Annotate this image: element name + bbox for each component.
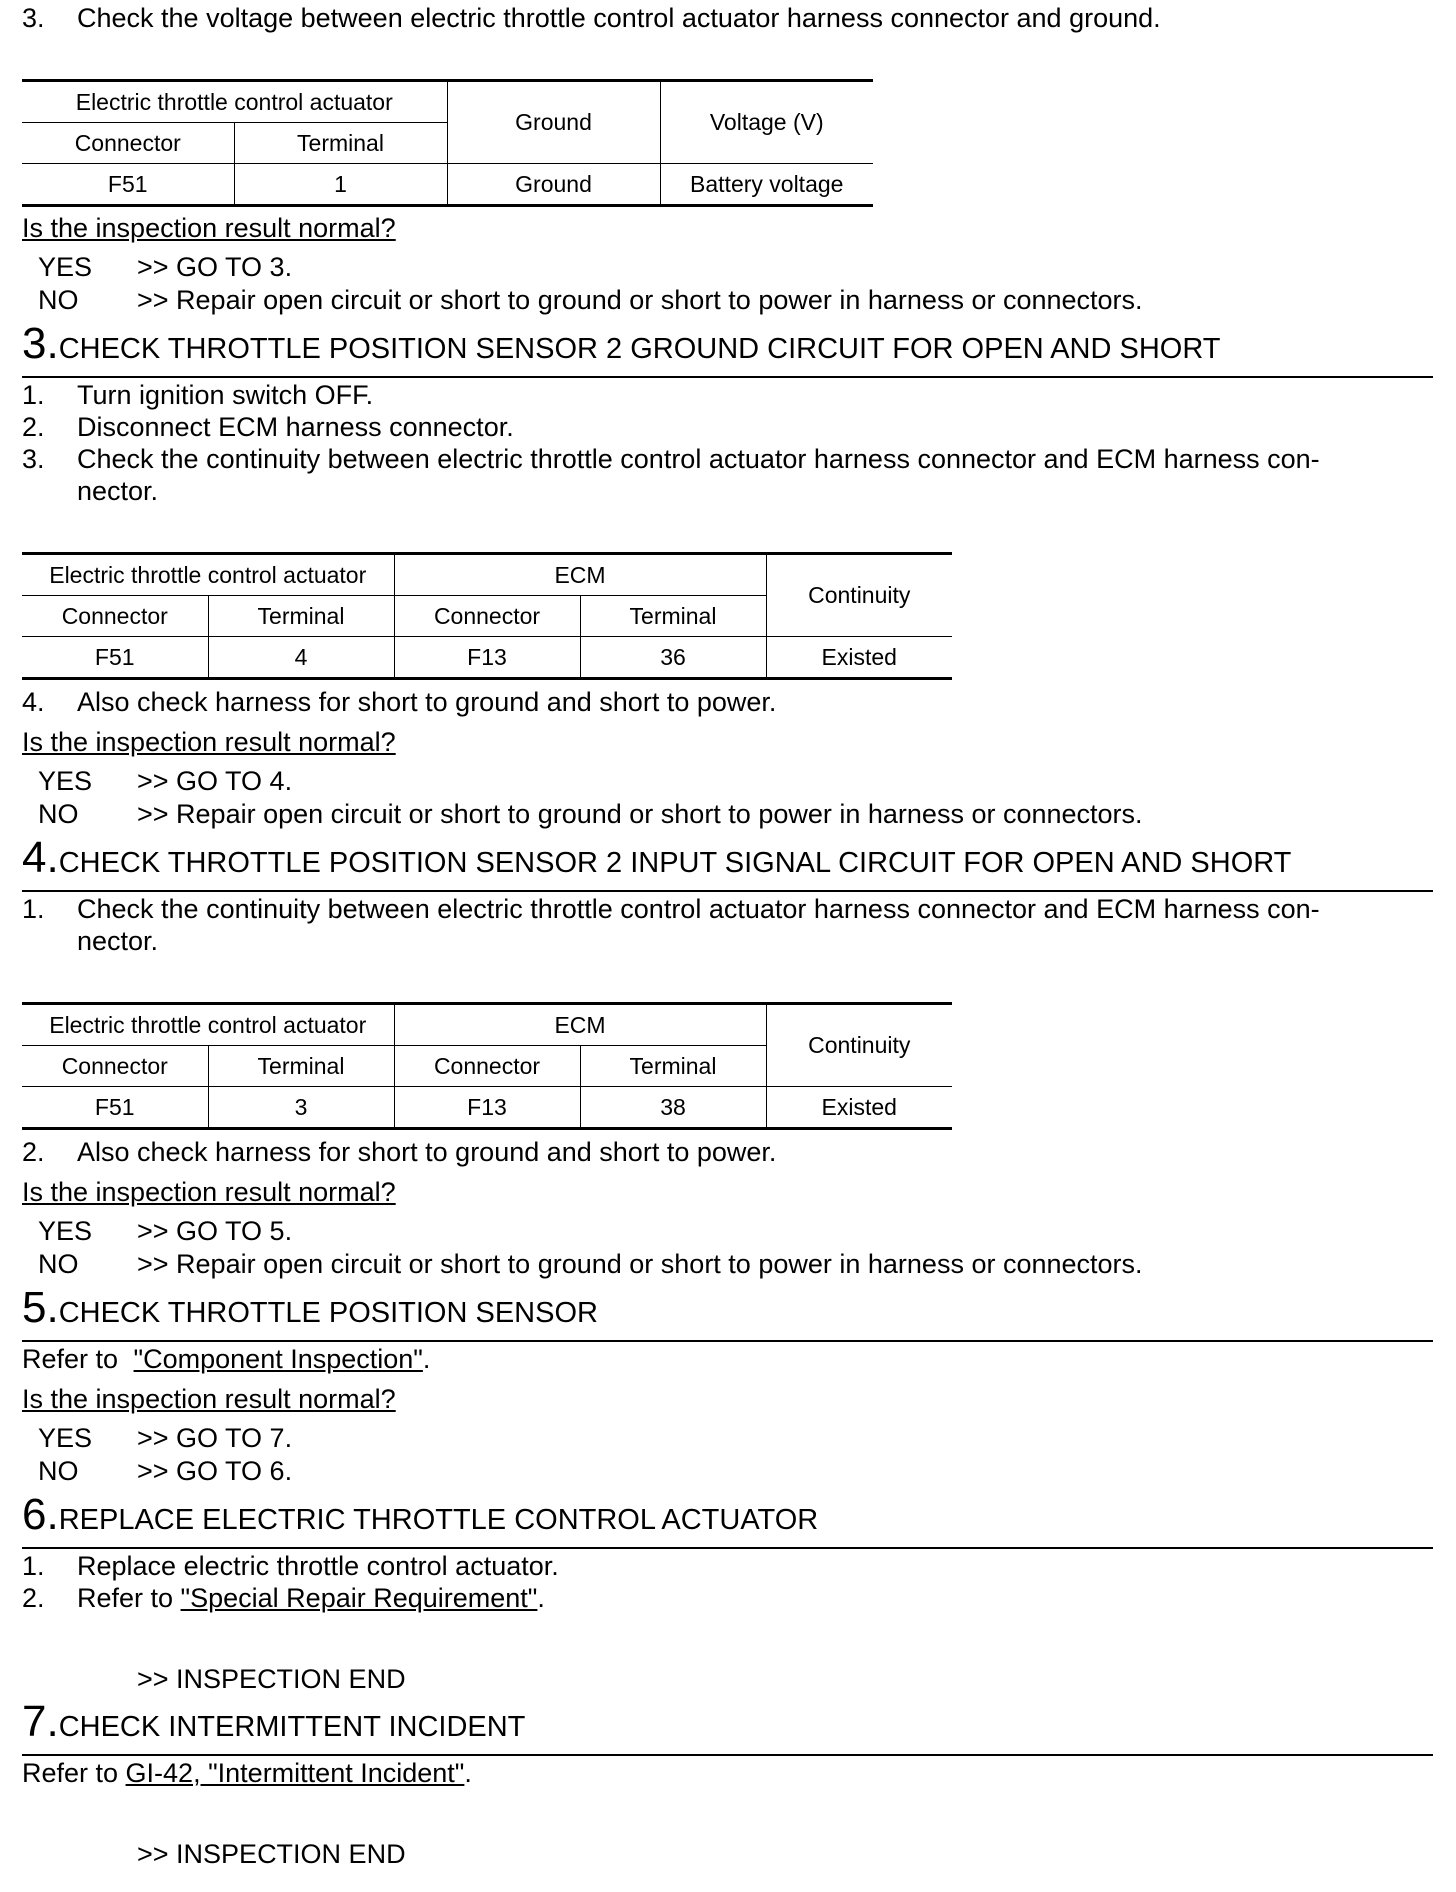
list-item-text-continued: nector. — [77, 476, 159, 506]
table-header-connector: Connector — [22, 596, 208, 637]
table-row — [22, 637, 952, 679]
table-header-connector: Connector — [394, 1046, 580, 1087]
list-item-text: Check the voltage between electric throttle control actuator harness connector and ground. — [77, 3, 1161, 33]
table-cell: F51 — [22, 1087, 208, 1129]
yes-action: >> GO TO 7. — [137, 1423, 293, 1453]
list-number: 1. — [22, 380, 45, 410]
list-number: 2. — [22, 1137, 45, 1167]
no-action: >> Repair open circuit or short to ground or short to power in harness or connectors. — [137, 799, 1143, 829]
table-group-header: ECM — [394, 1004, 766, 1046]
yes-action: >> GO TO 3. — [137, 252, 293, 282]
refer-line — [22, 1343, 430, 1375]
table-header-connector: Connector — [22, 123, 234, 164]
table-row — [22, 164, 873, 206]
list-item-text: Also check harness for short to ground and short to power. — [77, 687, 777, 717]
table-cell: F13 — [394, 1087, 580, 1129]
inspection-question: Is the inspection result normal? — [22, 213, 396, 243]
voltage-spec-table — [22, 79, 873, 207]
table-group-header: Electric throttle control actuator — [22, 1004, 394, 1046]
step-title: CHECK THROTTLE POSITION SENSOR 2 GROUND CIRCUIT FOR OPEN AND SHORT — [58, 333, 1221, 365]
table-header-connector: Connector — [22, 1046, 208, 1087]
table-cell: Existed — [766, 637, 952, 679]
divider — [22, 890, 1433, 892]
special-repair-requirement-link[interactable]: "Special Repair Requirement" — [180, 1583, 538, 1613]
table-cell: F51 — [22, 164, 234, 206]
step-heading — [22, 1697, 526, 1746]
list-item-text: Disconnect ECM harness connector. — [77, 412, 514, 442]
table-cell: Battery voltage — [660, 164, 873, 206]
inspection-end: >> INSPECTION END — [137, 1839, 406, 1869]
step-heading — [22, 833, 1292, 882]
inspection-end: >> INSPECTION END — [137, 1664, 406, 1694]
table-header-ground: Ground — [447, 81, 660, 164]
list-number: 3. — [22, 444, 45, 474]
step-number: 4. — [22, 833, 59, 882]
refer-prefix: Refer to — [22, 1758, 126, 1788]
table-header-terminal: Terminal — [580, 1046, 766, 1087]
inspection-question: Is the inspection result normal? — [22, 1177, 396, 1207]
no-action: >> Repair open circuit or short to ground or short to power in harness or connectors. — [137, 285, 1143, 315]
table-group-header: Electric throttle control actuator — [22, 81, 447, 123]
yes-label: YES — [38, 1216, 93, 1246]
divider — [22, 376, 1433, 378]
table-group-header: Electric throttle control actuator — [22, 554, 394, 596]
table-cell: 38 — [580, 1087, 766, 1129]
component-inspection-link[interactable]: "Component Inspection" — [133, 1344, 423, 1374]
table-cell: 36 — [580, 637, 766, 679]
no-label: NO — [38, 799, 79, 829]
no-label: NO — [38, 1249, 79, 1279]
table-header-terminal: Terminal — [208, 1046, 394, 1087]
table-header-continuity: Continuity — [766, 1004, 952, 1087]
continuity-spec-table — [22, 552, 952, 680]
table-group-header: ECM — [394, 554, 766, 596]
yes-label: YES — [38, 252, 93, 282]
list-number: 2. — [22, 1583, 45, 1613]
table-header-connector: Connector — [394, 596, 580, 637]
inspection-question: Is the inspection result normal? — [22, 727, 396, 757]
no-action: >> Repair open circuit or short to ground or short to power in harness or connectors. — [137, 1249, 1143, 1279]
list-number: 1. — [22, 1551, 45, 1581]
no-label: NO — [38, 1456, 79, 1486]
yes-label: YES — [38, 1423, 93, 1453]
list-item-text: Replace electric throttle control actuator. — [77, 1551, 559, 1581]
step-number: 3. — [22, 319, 59, 368]
step-heading — [22, 1490, 819, 1539]
table-header-continuity: Continuity — [766, 554, 952, 637]
list-item-text: Check the continuity between electric throttle control actuator harness connector and ECM harness con- — [77, 894, 1320, 924]
table-header-terminal: Terminal — [234, 123, 447, 164]
divider — [22, 1340, 1433, 1342]
divider — [22, 1754, 1433, 1756]
no-label: NO — [38, 285, 79, 315]
continuity-spec-table — [22, 1002, 952, 1130]
step-heading — [22, 319, 1221, 368]
table-cell: 3 — [208, 1087, 394, 1129]
table-header-voltage: Voltage (V) — [660, 81, 873, 164]
refer-suffix: . — [464, 1758, 472, 1788]
step-title: REPLACE ELECTRIC THROTTLE CONTROL ACTUATOR — [58, 1504, 819, 1536]
refer-prefix: Refer to — [22, 1344, 126, 1374]
refer-suffix: . — [422, 1344, 431, 1374]
list-item-text: Check the continuity between electric throttle control actuator harness connector and ECM harness con- — [77, 444, 1320, 474]
table-header-terminal: Terminal — [208, 596, 394, 637]
refer-prefix: Refer to — [77, 1583, 181, 1613]
step-number: 7. — [22, 1697, 59, 1746]
list-item-text: Also check harness for short to ground and short to power. — [77, 1137, 777, 1167]
table-cell: Existed — [766, 1087, 952, 1129]
table-cell: 4 — [208, 637, 394, 679]
yes-label: YES — [38, 766, 93, 796]
list-number: 3. — [22, 3, 45, 33]
yes-action: >> GO TO 4. — [137, 766, 293, 796]
table-cell: F13 — [394, 637, 580, 679]
list-item-text-continued: nector. — [77, 926, 159, 956]
table-cell: 1 — [234, 164, 447, 206]
divider — [22, 1547, 1433, 1549]
intermittent-incident-link[interactable]: GI-42, "Intermittent Incident" — [125, 1758, 465, 1788]
yes-action: >> GO TO 5. — [137, 1216, 293, 1246]
step-title: CHECK INTERMITTENT INCIDENT — [58, 1711, 526, 1743]
list-number: 2. — [22, 412, 45, 442]
table-row — [22, 1087, 952, 1129]
list-number: 4. — [22, 687, 45, 717]
inspection-question: Is the inspection result normal? — [22, 1384, 396, 1414]
table-header-terminal: Terminal — [580, 596, 766, 637]
refer-line — [22, 1757, 472, 1789]
table-cell: Ground — [447, 164, 660, 206]
step-title: CHECK THROTTLE POSITION SENSOR 2 INPUT SIGNAL CIRCUIT FOR OPEN AND SHORT — [58, 847, 1292, 879]
step-title: CHECK THROTTLE POSITION SENSOR — [58, 1297, 598, 1329]
list-number: 1. — [22, 894, 45, 924]
list-item-text — [77, 1582, 545, 1614]
table-cell: F51 — [22, 637, 208, 679]
step-heading — [22, 1283, 598, 1332]
no-action: >> GO TO 6. — [137, 1456, 293, 1486]
list-item-text: Turn ignition switch OFF. — [77, 380, 374, 410]
step-number: 6. — [22, 1490, 59, 1539]
step-number: 5. — [22, 1283, 59, 1332]
refer-suffix: . — [537, 1583, 545, 1613]
